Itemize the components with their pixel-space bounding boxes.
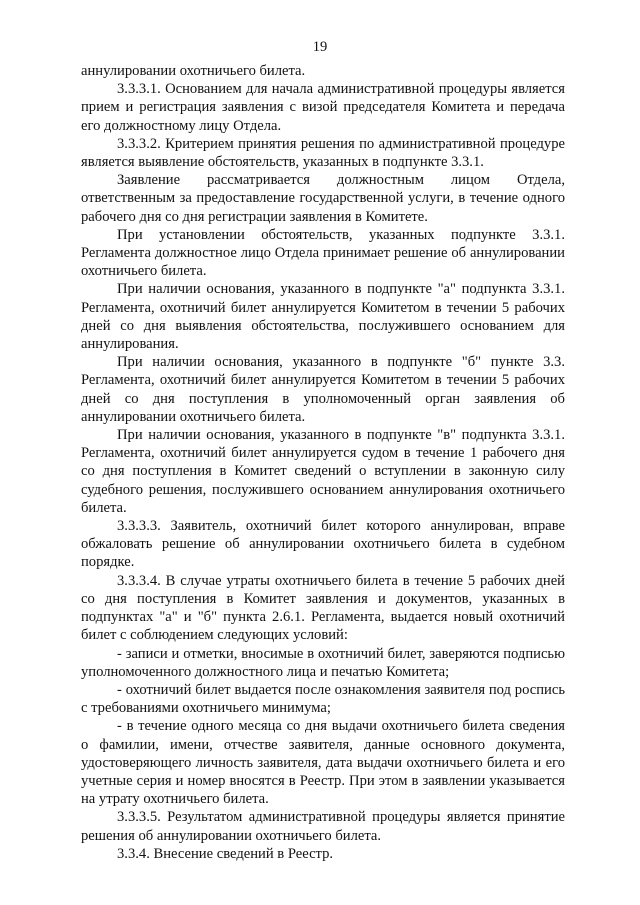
paragraph: При наличии основания, указанного в подпункте "в" подпункта 3.3.1. Регламента, охотничий билет аннулируется судом в течение 1 рабочего дня со дня поступления в Комитет сведений о вступлении в законную силу судебного решения, послужившего основанием аннулирования охотничьего билета. bbox=[81, 427, 565, 516]
paragraph: 3.3.3.1. Основанием для начала административной процедуры является прием и регистрация заявления с визой председателя Комитета и передача его должностному лицу Отдела. bbox=[81, 81, 565, 134]
paragraph: 3.3.3.5. Результатом административной процедуры является принятие решения об аннулировании охотничьего билета. bbox=[81, 809, 565, 844]
page-number: 19 bbox=[312, 39, 328, 55]
paragraph: Заявление рассматривается должностным лицом Отдела, ответственным за предоставление государственной услуги, в течение одного рабочего дня со дня регистрации заявления в Комитете. bbox=[81, 172, 565, 225]
paragraph: 3.3.3.2. Критерием принятия решения по административной процедуре является выявление обстоятельств, указанных в подпункте 3.3.1. bbox=[81, 135, 565, 171]
paragraph: - записи и отметки, вносимые в охотничий билет, заверяются подписью уполномоченного должностного лица и печатью Комитета; bbox=[81, 645, 565, 680]
paragraph: При установлении обстоятельств, указанных подпункте 3.3.1. Регламента должностное лицо Отдела принимает решение об аннулировании охотничьего билета. bbox=[81, 226, 565, 280]
paragraph: 3.3.3.4. В случае утраты охотничьего билета в течение 5 рабочих дней со дня поступления в Комитет заявления и документов, указанных в подпунктах "а" и "б" пункта 2.6.1. Регламента, выдается новый охотничий билет с соблюдением следующих условий: bbox=[81, 572, 565, 644]
paragraph: 3.3.3.3. Заявитель, охотничий билет которого аннулирован, вправе обжаловать решение об аннулировании охотничьего билета в судебном порядке. bbox=[81, 518, 565, 571]
paragraph: 3.3.4. Внесение сведений в Реестр. bbox=[117, 845, 334, 862]
paragraph: При наличии основания, указанного в подпункте "б" пункте 3.3. Регламента, охотничий билет аннулируется Комитетом в течении 5 рабочих дней со дня поступления в уполномоченный орган заявления об аннулировании охотничьего билета. bbox=[81, 354, 565, 425]
paragraph: При наличии основания, указанного в подпункте "а" подпункта 3.3.1. Регламента, охотничий билет аннулируется Комитетом в течении 5 рабочих дней со дня выявления обстоятельства, послужившего основанием для аннулирования. bbox=[81, 281, 565, 353]
paragraph: аннулировании охотничьего билета. bbox=[81, 63, 306, 79]
document-body bbox=[81, 62, 565, 863]
paragraph: - охотничий билет выдается после ознакомления заявителя под роспись с требованиями охотничьего минимума; bbox=[81, 681, 565, 717]
paragraph: - в течение одного месяца со дня выдачи охотничьего билета сведения о фамилии, имени, отчестве заявителя, данные основного документа, удостоверяющего личность заявителя, дата выдачи охотничьего билета и его учетные серия и номер вносятся в Реестр. При этом в заявлении указывается на утрату охотничьего билета. bbox=[81, 718, 565, 808]
